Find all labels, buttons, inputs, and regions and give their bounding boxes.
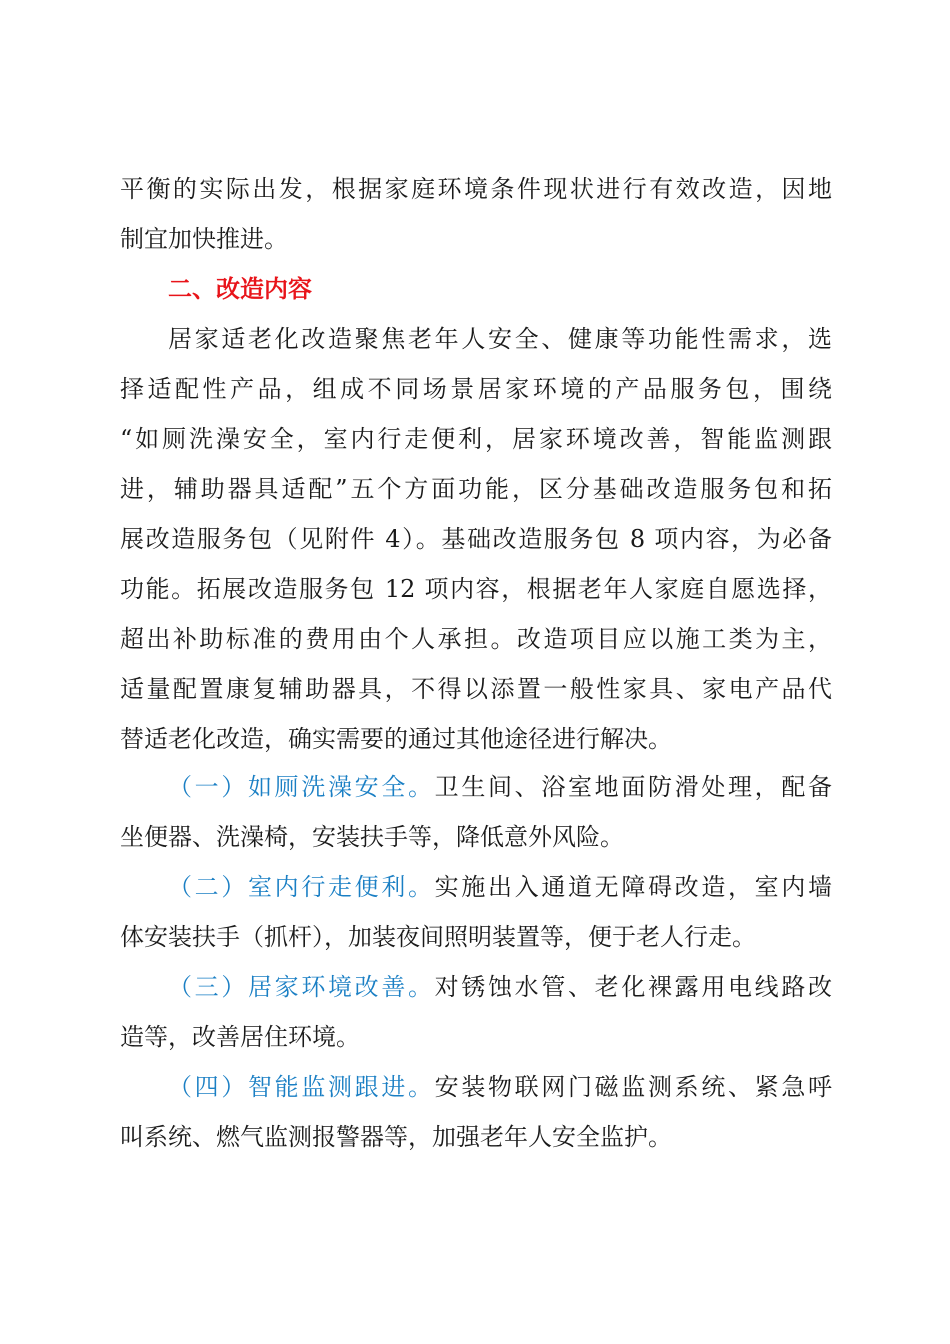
paragraph-line-1: 居家适老化改造聚焦老年人安全、健康等功能性需求，选 xyxy=(168,325,832,353)
paragraph-line-3: “如厕洗澡安全，室内行走便利，居家环境改善，智能监测跟 xyxy=(120,425,832,453)
item-4-first-line xyxy=(168,1072,832,1102)
intro-line-2: 制宜加快推进。 xyxy=(120,225,288,253)
paragraph-line-4: 进，辅助器具适配”五个方面功能，区分基础改造服务包和拓 xyxy=(120,475,832,503)
item-2-first-line xyxy=(168,872,832,902)
intro-line-1: 平衡的实际出发，根据家庭环境条件现状进行有效改造，因地 xyxy=(120,175,832,203)
item-4-text: 安装物联网门磁监测系统、紧急呼 xyxy=(434,1073,833,1101)
item-1-title: （一）如厕洗澡安全。 xyxy=(168,773,435,801)
item-3-second-line: 造等，改善居住环境。 xyxy=(120,1023,360,1051)
paragraph-line-8: 适量配置康复辅助器具，不得以添置一般性家具、家电产品代 xyxy=(120,675,832,703)
section-heading: 二、改造内容 xyxy=(168,275,312,303)
item-4-second-line: 叫系统、燃气监测报警器等，加强老年人安全监护。 xyxy=(120,1123,672,1151)
paragraph-line-7: 超出补助标准的费用由个人承担。改造项目应以施工类为主， xyxy=(120,625,832,653)
item-3-title: （三）居家环境改善。 xyxy=(168,973,435,1001)
paragraph-line-5: 展改造服务包（见附件 4）。基础改造服务包 8 项内容，为必备 xyxy=(120,525,832,553)
item-2-text: 实施出入通道无障碍改造，室内墙 xyxy=(434,873,833,901)
item-3-text: 对锈蚀水管、老化裸露用电线路改 xyxy=(434,973,833,1001)
item-1-first-line xyxy=(168,772,832,802)
item-1-second-line: 坐便器、洗澡椅，安装扶手等，降低意外风险。 xyxy=(120,823,624,851)
item-3-first-line xyxy=(168,972,832,1002)
paragraph-line-2: 择适配性产品，组成不同场景居家环境的产品服务包，围绕 xyxy=(120,375,832,403)
paragraph-line-9: 替适老化改造，确实需要的通过其他途径进行解决。 xyxy=(120,725,672,753)
item-2-title: （二）室内行走便利。 xyxy=(168,873,435,901)
item-1-text: 卫生间、浴室地面防滑处理，配备 xyxy=(434,773,833,801)
item-2-second-line: 体安装扶手（抓杆），加装夜间照明装置等，便于老人行走。 xyxy=(120,923,756,951)
paragraph-line-6: 功能。拓展改造服务包 12 项内容，根据老年人家庭自愿选择， xyxy=(120,575,832,603)
item-4-title: （四）智能监测跟进。 xyxy=(168,1073,435,1101)
